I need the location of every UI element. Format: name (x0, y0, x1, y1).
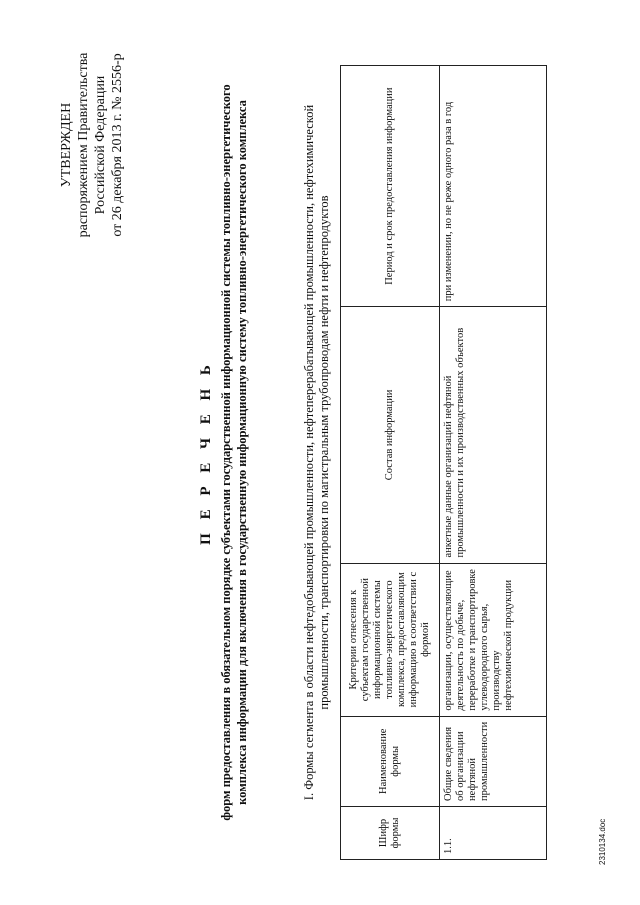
section-heading: I. Формы сегмента в области нефтедобывающей промышленности, нефтеперерабатывающей промышленности, нефтехимической промышленности, транспортировки по магистральным трубопроводам нефти и нефтепродуктов (302, 104, 331, 801)
header-code: Шифр формы (341, 806, 440, 859)
document-subtitle: форм предоставления в обязательном порядке субъектами государственной информационной системы топливно-энергетического комплекса информации для включения в государственную информационную систему топливно-энергетического комплекса (219, 84, 249, 821)
table-header-row (341, 66, 440, 860)
file-code: 2310134.doc (598, 818, 607, 865)
header-period: Период и срок предоставления информации (341, 66, 440, 307)
header-name: Наименование формы (341, 716, 440, 806)
cell-composition: анкетные данные организаций нефтяной промышленности и их производственных объектов (440, 307, 547, 563)
table-row (440, 66, 547, 860)
approval-stamp (58, 40, 126, 250)
header-composition: Состав информации (341, 307, 440, 563)
header-criteria: Критерии отнесения к субъектам государственной информационной системы топливно-энергетического комплекса, предоставляющим информацию в соответствии с формой (341, 563, 440, 716)
approval-line-3: Российской Федерации (93, 75, 108, 215)
approval-line-2: распоряжением Правительства (76, 52, 91, 238)
cell-criteria: организации, осуществляющие деятельность по добыче, переработке и транспортировке углеводородного сырья, производству нефтехимической продукции (440, 563, 547, 716)
approval-line-1: УТВЕРЖДЕН (59, 102, 74, 188)
page-title: П Е Р Е Ч Е Н Ь (198, 360, 214, 545)
cell-name: Общие сведения об организации нефтяной промышленности (440, 716, 547, 806)
cell-code: 1.1. (440, 806, 547, 859)
forms-table (340, 65, 547, 860)
approval-line-4: от 26 декабря 2013 г. № 2556-р (110, 53, 125, 237)
cell-period: при изменении, но не реже одного раза в год (440, 66, 547, 307)
